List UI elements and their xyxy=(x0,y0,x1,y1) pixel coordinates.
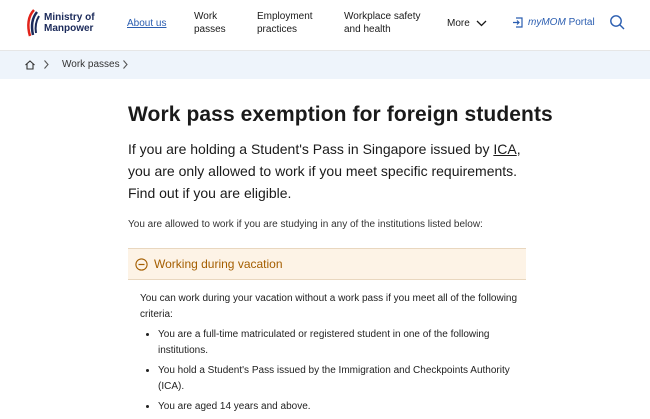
portal-suffix: Portal xyxy=(565,17,595,28)
chevron-down-icon xyxy=(476,20,487,27)
collapse-minus-icon xyxy=(135,258,148,271)
home-icon[interactable] xyxy=(24,59,36,71)
lead-text-after: , you are only allowed to work if you meet specific requirements. Find out if you are eligible. xyxy=(128,141,521,201)
page-title: Work pass exemption for foreign students xyxy=(128,103,553,126)
chevron-right-icon xyxy=(122,59,129,70)
site-header xyxy=(0,0,650,51)
nav-safety-line1: Workplace safety xyxy=(344,11,421,22)
nav-employment-line2: practices xyxy=(257,24,298,35)
mymom-portal-link[interactable] xyxy=(512,17,595,28)
list-item: • You hold a Student's Pass issued by the Immigration and Checkpoints Authority (ICA). xyxy=(158,363,538,395)
nav-employment-practices[interactable] xyxy=(257,10,313,36)
ica-link[interactable]: ICA xyxy=(493,141,517,157)
list-item: • You are a full-time matriculated or registered student in one of the following institutions. xyxy=(158,327,538,359)
nav-work-passes-line2: passes xyxy=(194,24,226,35)
nav-safety-line2: and health xyxy=(344,24,391,35)
nav-more-label: More xyxy=(447,18,470,29)
nav-more[interactable] xyxy=(447,17,487,30)
login-icon xyxy=(512,17,523,28)
accordion-working-during-vacation[interactable] xyxy=(128,248,526,280)
nav-employment-line1: Employment xyxy=(257,11,313,22)
breadcrumb xyxy=(0,51,650,79)
mom-logo[interactable] xyxy=(24,8,95,38)
lead-text-before: If you are holding a Student's Pass in Singapore issued by xyxy=(128,141,494,157)
logo-line-2: Manpower xyxy=(44,23,94,34)
portal-prefix: my xyxy=(528,17,542,28)
search-icon[interactable] xyxy=(609,14,625,30)
breadcrumb-work-passes[interactable]: Work passes xyxy=(62,59,120,70)
logo-line-1: Ministry of xyxy=(44,12,95,23)
accordion-body-text: You can work during your vacation without a work pass if you meet all of the following criteria: xyxy=(140,293,518,320)
nav-about-us[interactable]: About us xyxy=(127,18,167,29)
lead-paragraph xyxy=(128,138,528,204)
nav-work-passes[interactable] xyxy=(194,10,226,36)
portal-brand: MOM xyxy=(541,17,566,28)
list-item: • You are aged 14 years and above. xyxy=(158,399,538,415)
nav-work-passes-line1: Work xyxy=(194,11,218,22)
nav-workplace-safety[interactable] xyxy=(344,10,421,36)
criteria-list xyxy=(140,327,538,419)
chevron-right-icon xyxy=(43,59,50,70)
mom-logo-icon xyxy=(24,8,40,38)
accordion-title: Working during vacation xyxy=(154,257,283,271)
intro-text: You are allowed to work if you are studying in any of the institutions listed below: xyxy=(128,219,483,230)
